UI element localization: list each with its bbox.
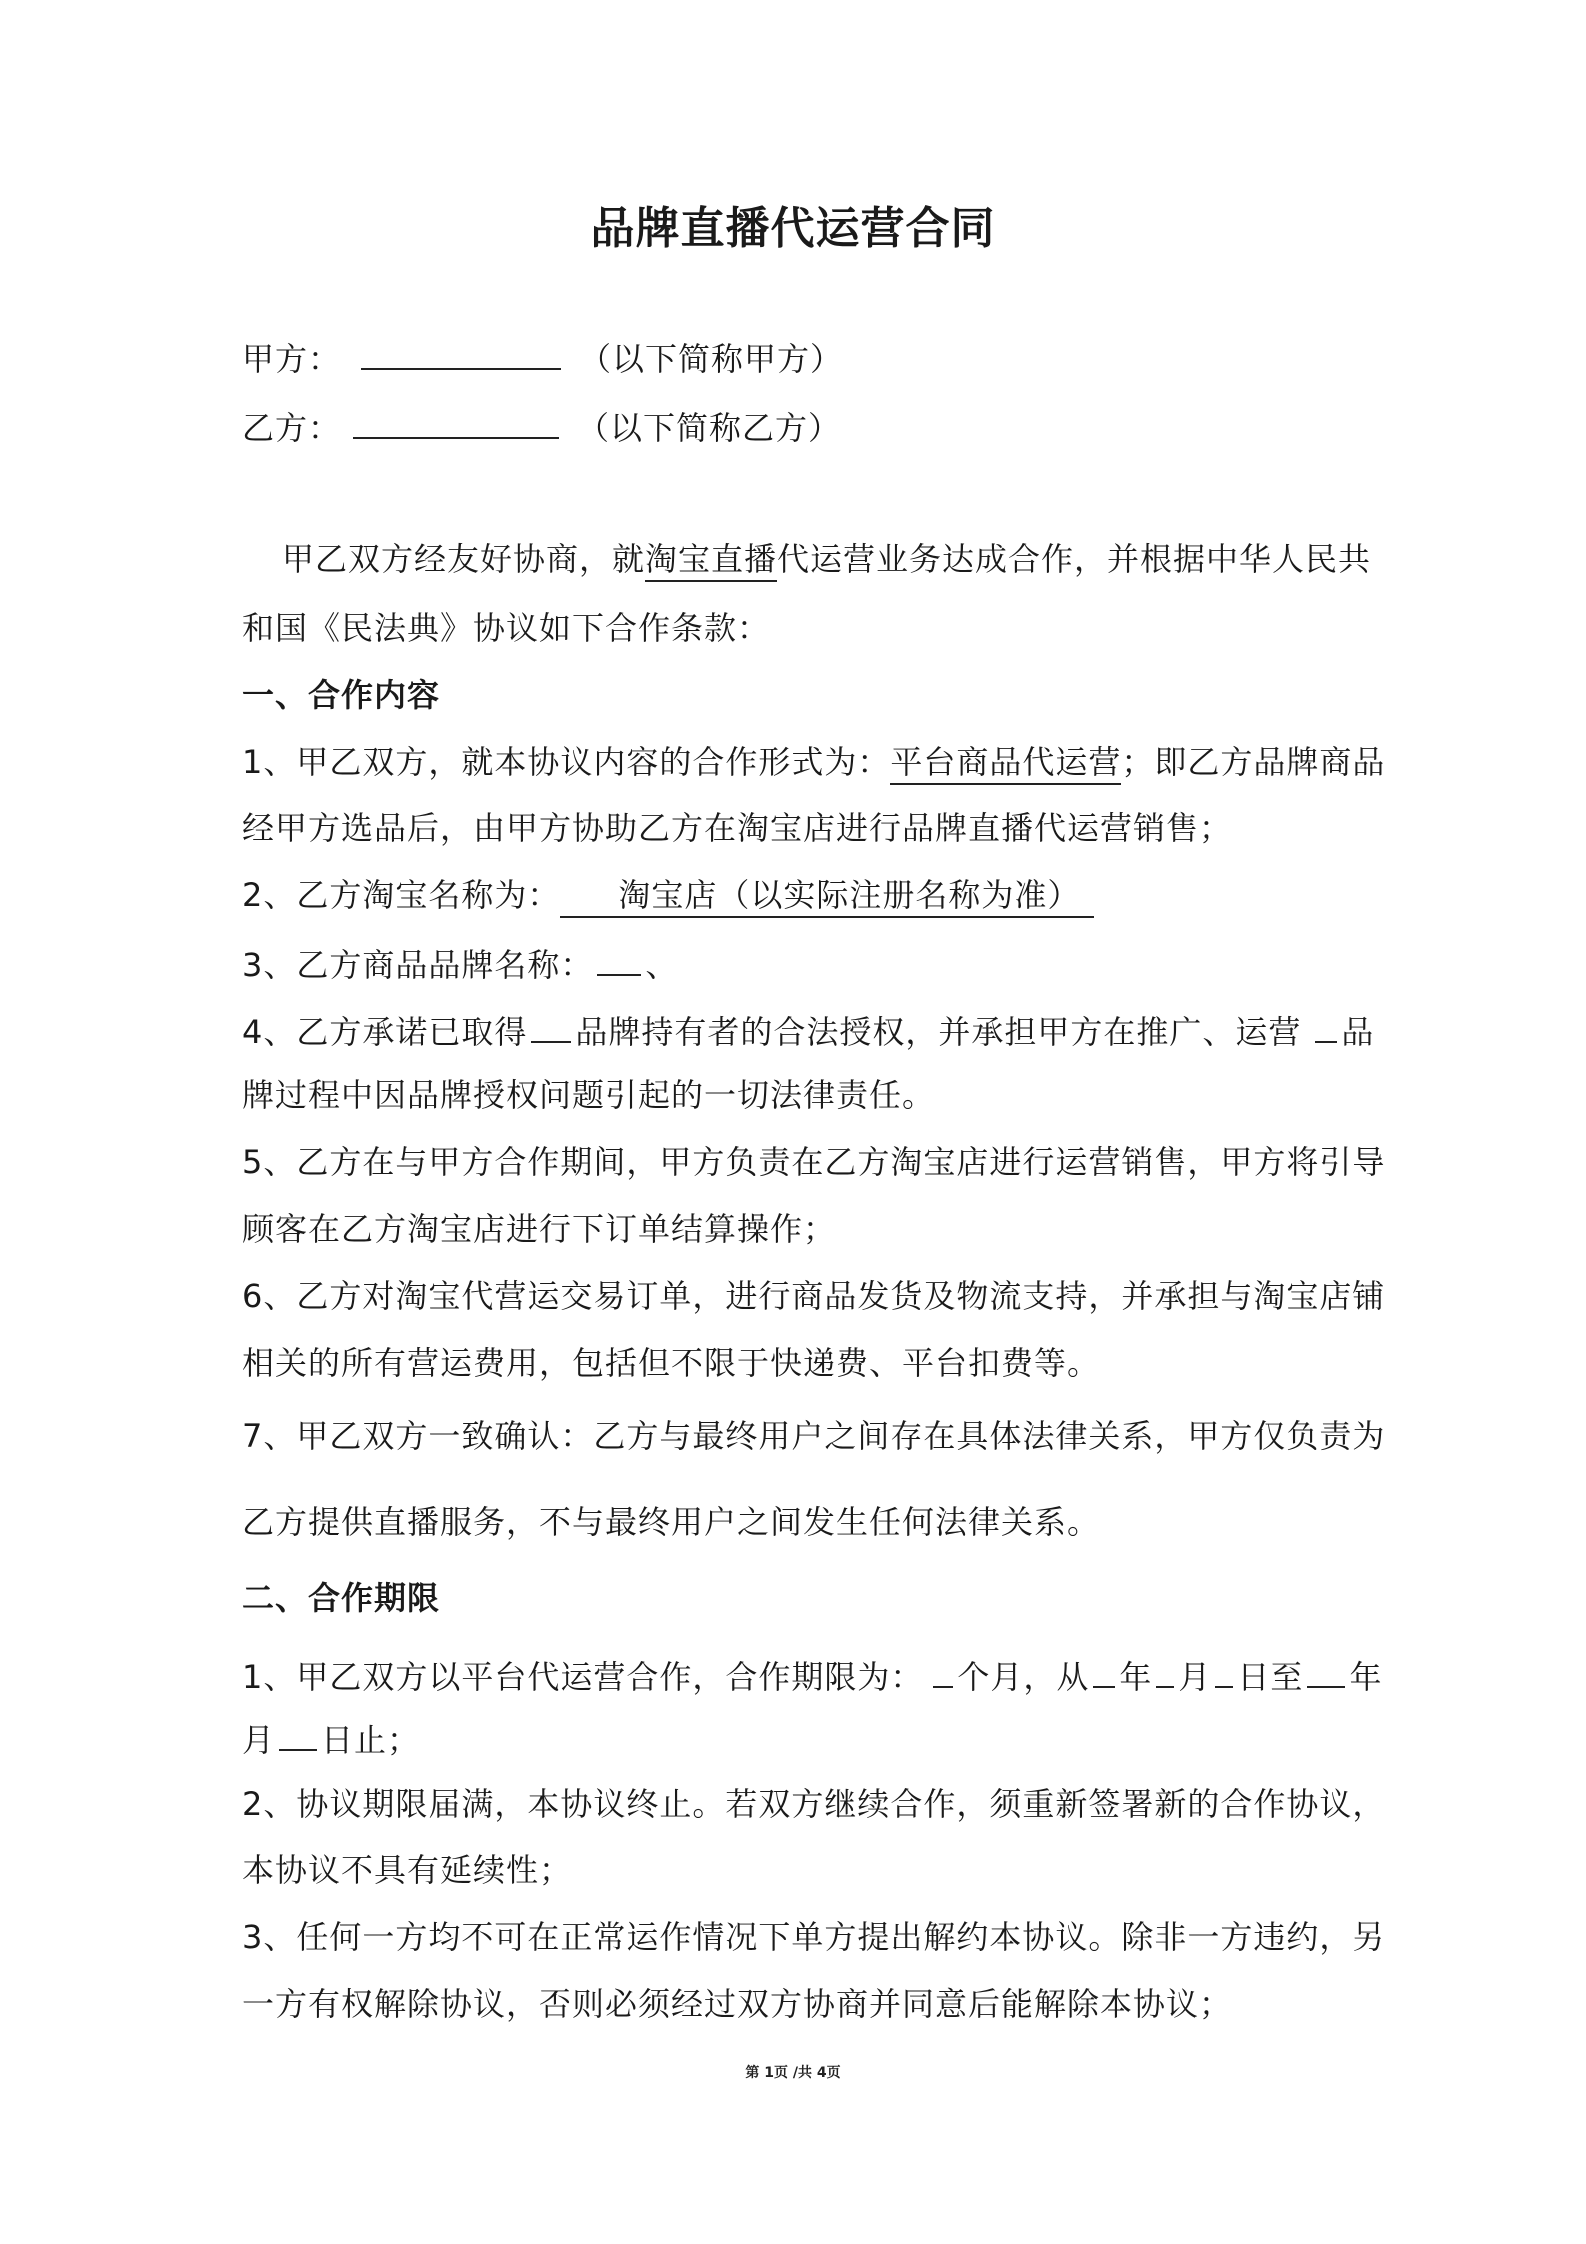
s2-item1-year-text: 年 bbox=[1119, 1658, 1153, 1696]
party-b-blank bbox=[353, 405, 559, 439]
intro-text: 甲乙双方经友好协商，就 bbox=[282, 540, 646, 578]
intro-underlined-platform: 淘宝直播 bbox=[645, 540, 777, 582]
s1-item6-line2: 相关的所有营运费用，包括但不限于快递费、平台扣费等。 bbox=[242, 1344, 1101, 1382]
party-a-note: （以下简称甲方） bbox=[579, 340, 844, 378]
s1-item1-text: 1、甲乙双方，就本协议内容的合作形式为： bbox=[242, 743, 891, 781]
s2-item1-text: 1、甲乙双方以平台代运营合作，合作期限为： bbox=[242, 1658, 924, 1696]
section-2-heading: 二、合作期限 bbox=[242, 1579, 441, 1617]
s1-item4-line2: 牌过程中因品牌授权问题引起的一切法律责任。 bbox=[242, 1076, 936, 1114]
s2-item1-months-text: 个月，从 bbox=[957, 1658, 1090, 1696]
s1-item7-line2: 乙方提供直播服务，不与最终用户之间发生任何法律关系。 bbox=[242, 1503, 1101, 1541]
s2-item3-line2: 一方有权解除协议，否则必须经过双方协商并同意后能解除本协议； bbox=[242, 1985, 1233, 2023]
start-month-blank bbox=[1156, 1654, 1174, 1688]
party-b-label: 乙方： bbox=[242, 409, 342, 447]
s1-item4-brand-blank-2 bbox=[1315, 1009, 1337, 1043]
end-year-blank bbox=[1307, 1654, 1345, 1688]
s2-item2-line2: 本协议不具有延续性； bbox=[242, 1851, 573, 1889]
s2-item1-line1 bbox=[242, 1654, 1382, 1697]
s1-item3-line bbox=[242, 942, 678, 985]
document-title: 品牌直播代运营合同 bbox=[590, 203, 996, 254]
s2-item1-line2 bbox=[242, 1717, 420, 1760]
start-day-blank bbox=[1215, 1654, 1233, 1688]
intro-line-2: 和国《民法典》协议如下合作条款： bbox=[242, 609, 771, 647]
party-a-line bbox=[242, 336, 843, 379]
section-1-heading: 一、合作内容 bbox=[242, 676, 441, 714]
s1-item2-line bbox=[242, 875, 1094, 915]
party-a-blank bbox=[361, 336, 561, 370]
intro-line-1 bbox=[282, 539, 1371, 579]
s2-item1-end-year-text: 年 bbox=[1349, 1658, 1383, 1696]
s1-item1-line1 bbox=[242, 742, 1385, 782]
s1-item4-brand-blank-1 bbox=[531, 1009, 571, 1043]
page-footer: 第 1页 /共 4页 bbox=[745, 2065, 841, 2081]
s1-item5-line1: 5、乙方在与甲方合作期间，甲方负责在乙方淘宝店进行运营销售，甲方将引导 bbox=[242, 1143, 1386, 1181]
s2-item2-line1: 2、协议期限届满，本协议终止。若双方继续合作，须重新签署新的合作协议， bbox=[242, 1785, 1386, 1823]
party-b-note: （以下简称乙方） bbox=[577, 409, 842, 447]
party-b-line bbox=[242, 405, 841, 448]
s1-item4-line1 bbox=[242, 1009, 1374, 1052]
s1-item1-form-underlined: 平台商品代运营 bbox=[890, 743, 1121, 785]
s1-item4-text-end: 品 bbox=[1341, 1013, 1375, 1051]
end-day-blank bbox=[279, 1717, 317, 1751]
s1-item3-text: 3、乙方商品品牌名称： bbox=[242, 946, 594, 984]
s1-item3-brand-blank bbox=[597, 942, 641, 976]
s2-item1-end-day-text: 日止； bbox=[321, 1721, 421, 1759]
start-year-blank bbox=[1093, 1654, 1115, 1688]
s2-item3-line1: 3、任何一方均不可在正常运作情况下单方提出解约本协议。除非一方违约，另 bbox=[242, 1918, 1386, 1956]
s1-item2-text: 2、乙方淘宝名称为： bbox=[242, 876, 561, 914]
s1-item2-shop-name-underlined: 淘宝店（以实际注册名称为准） bbox=[560, 876, 1094, 918]
s1-item1-line2: 经甲方选品后，由甲方协助乙方在淘宝店进行品牌直播代运营销售； bbox=[242, 809, 1233, 847]
party-a-label: 甲方： bbox=[242, 340, 342, 378]
intro-text-cont: 代运营业务达成合作，并根据中华人民共 bbox=[777, 540, 1372, 578]
s1-item6-line1: 6、乙方对淘宝代营运交易订单，进行商品发货及物流支持，并承担与淘宝店铺 bbox=[242, 1277, 1386, 1315]
s1-item3-sep: 、 bbox=[645, 946, 679, 984]
s1-item5-line2: 顾客在乙方淘宝店进行下订单结算操作； bbox=[242, 1210, 837, 1248]
months-blank bbox=[933, 1654, 953, 1688]
s1-item4-text-mid: 品牌持有者的合法授权，并承担甲方在推广、运营 bbox=[575, 1013, 1302, 1051]
s1-item1-text-cont: ；即乙方品牌商品 bbox=[1121, 743, 1386, 781]
s1-item4-text: 4、乙方承诺已取得 bbox=[242, 1013, 528, 1051]
s2-item1-end-month-text: 月 bbox=[242, 1721, 276, 1759]
s2-item1-month-text: 月 bbox=[1178, 1658, 1212, 1696]
s1-item7-line1: 7、甲乙双方一致确认：乙方与最终用户之间存在具体法律关系，甲方仅负责为 bbox=[242, 1417, 1386, 1455]
s2-item1-day-text: 日至 bbox=[1237, 1658, 1304, 1696]
